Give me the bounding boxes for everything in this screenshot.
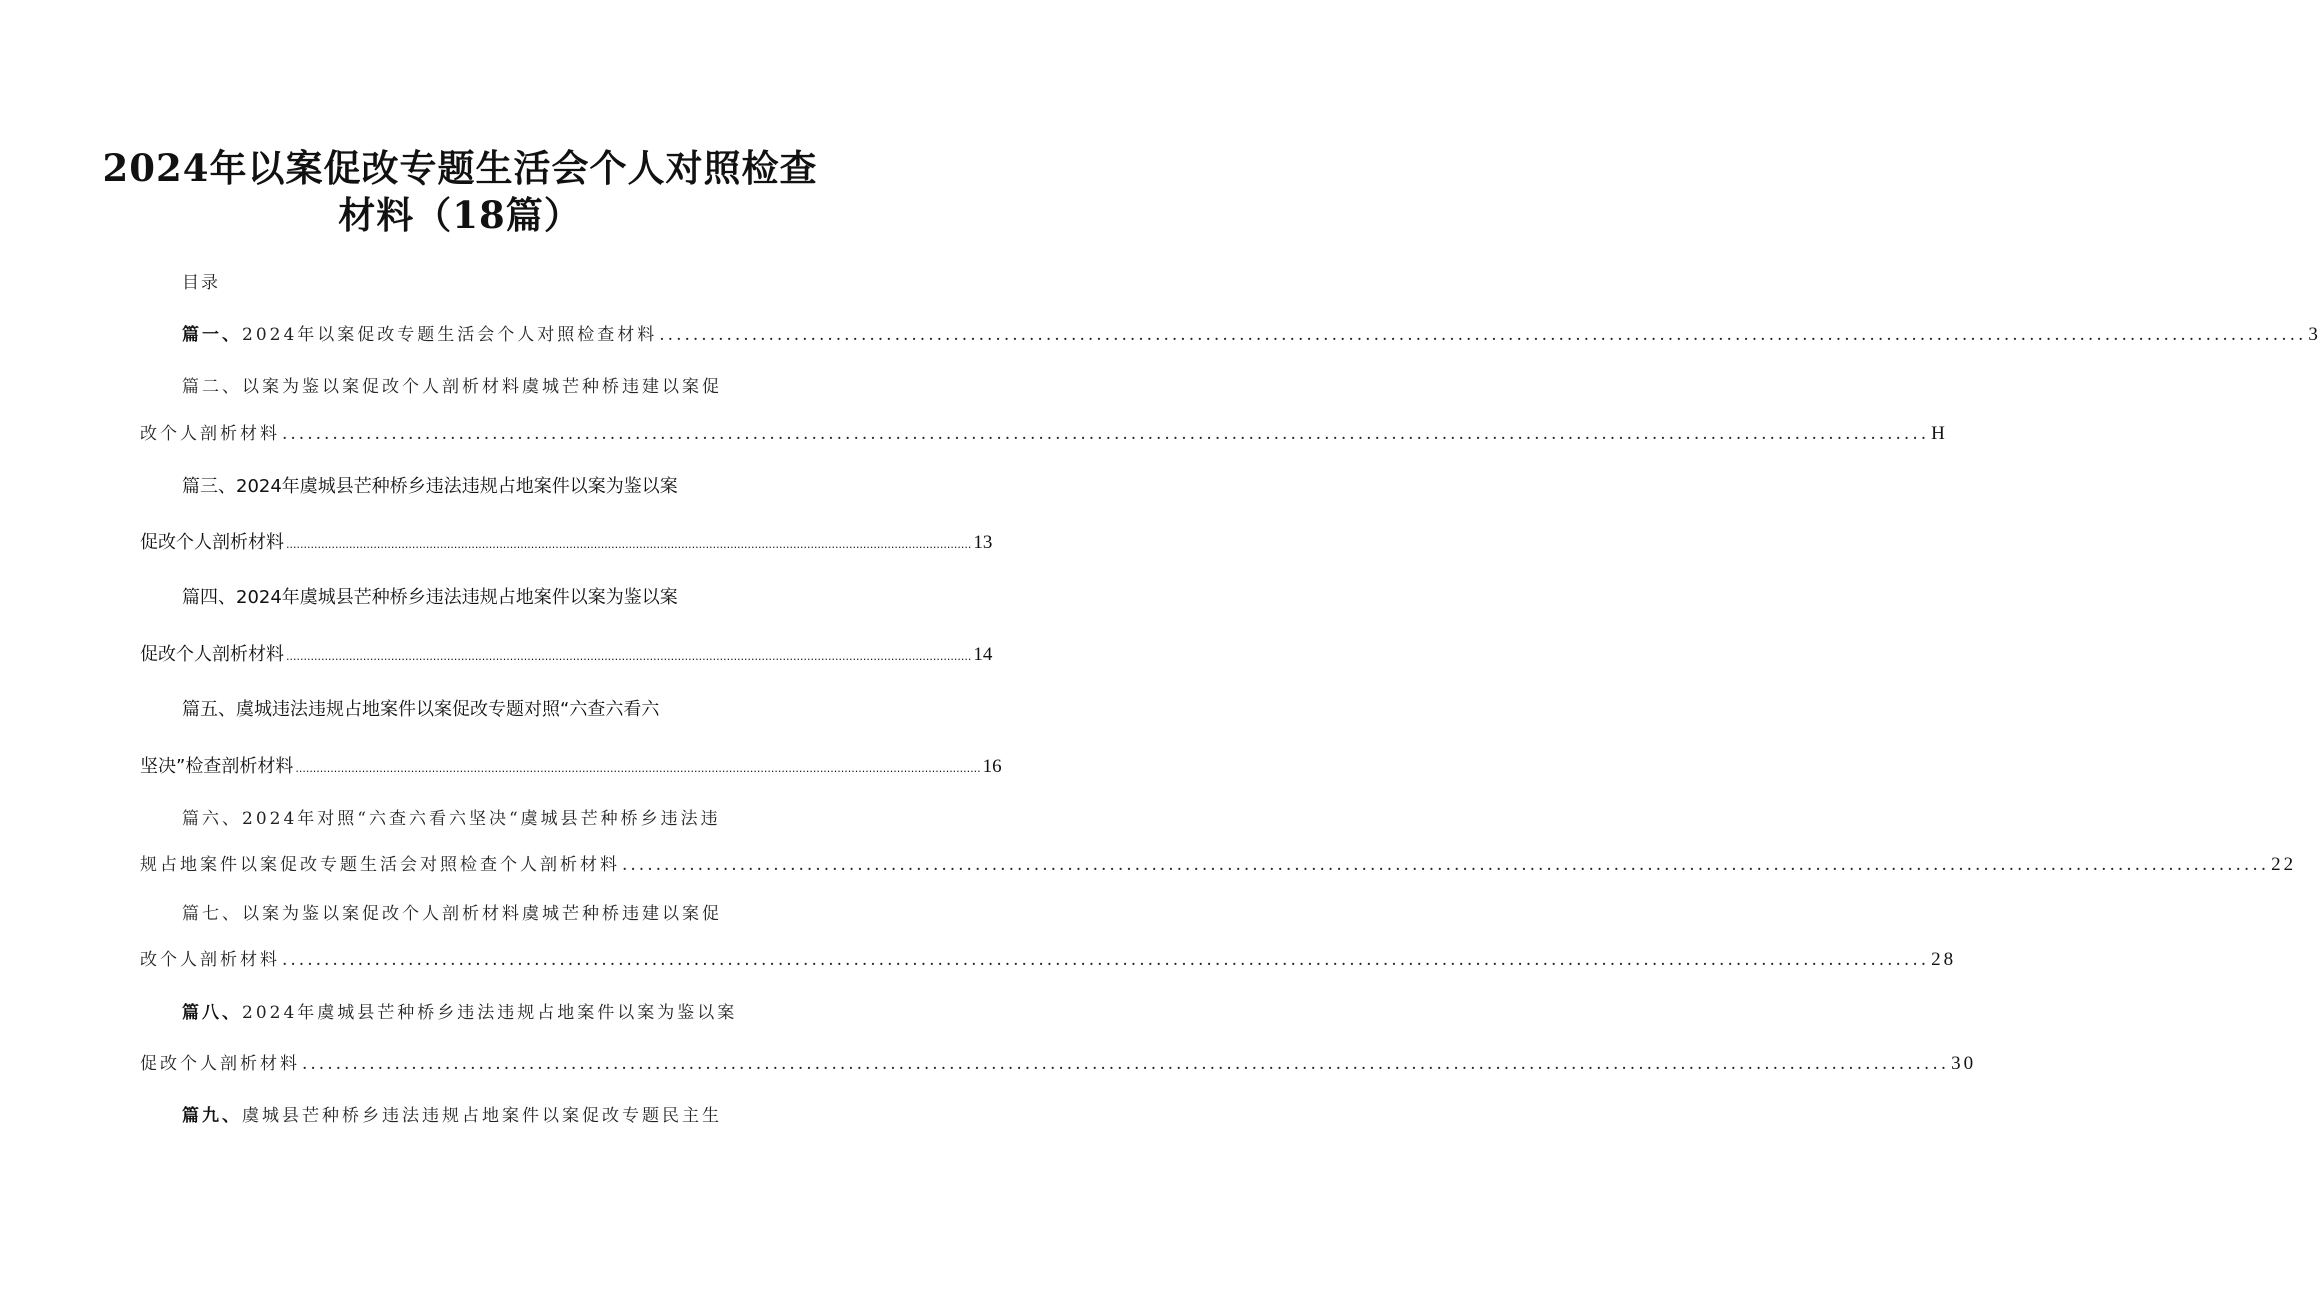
- toc-entry-prefix: 篇七、: [182, 904, 242, 924]
- document-title-line-2: 材料（18篇）: [338, 193, 582, 237]
- toc-entry-text: 以案为鉴以案促改个人剖析材料虞城芒种桥违建以案促: [242, 904, 722, 924]
- toc-entry-9-line-1[interactable]: [182, 1101, 772, 1131]
- toc-entry-prefix: 篇三、: [182, 476, 236, 497]
- toc-heading: 目录: [182, 273, 220, 293]
- toc-page-number: 28: [1931, 949, 1957, 970]
- toc-page-number: 14: [973, 644, 993, 665]
- toc-entry-text: 虞城县芒种桥乡违法违规占地案件以案促改专题民主生: [242, 1106, 722, 1126]
- toc-entry-8-line-2[interactable]: [140, 1049, 1977, 1079]
- toc-entry-text: 虞城违法违规占地案件以案促改专题对照“六查六看六: [236, 699, 660, 720]
- toc-entry-5-line-2[interactable]: [140, 752, 1002, 782]
- toc-entry-text: 2024年虞城县芒种桥乡违法违规占地案件以案为鉴以案: [236, 587, 678, 608]
- toc-entry-2-line-1[interactable]: [182, 372, 772, 402]
- toc-entry-6-line-1[interactable]: [182, 804, 772, 834]
- toc-page-number: 3: [2308, 324, 2321, 345]
- toc-entry-8-line-1[interactable]: [182, 998, 772, 1028]
- toc-entry-5-line-1[interactable]: [182, 695, 772, 725]
- toc-entry-1[interactable]: [182, 320, 2321, 350]
- document-title-line-1: 2024年以案促改专题生活会个人对照检查: [102, 146, 818, 190]
- toc-entry-text: 2024年虞城县芒种桥乡违法违规占地案件以案为鉴以案: [236, 476, 678, 497]
- toc-page-number: 16: [982, 756, 1002, 777]
- toc-entry-4-line-2[interactable]: [140, 640, 993, 670]
- toc-leader-dots: ....................................................................................................................................................................................................: [282, 424, 1930, 444]
- toc-entry-prefix: 篇二、: [182, 377, 242, 397]
- toc-page-number: 22: [2271, 854, 2297, 875]
- toc-leader-dots: ....................................................................................................................................................................................................: [286, 650, 972, 663]
- toc-entry-text: 2024年以案促改专题生活会个人对照检查材料: [242, 325, 658, 345]
- toc-entry-prefix: 篇四、: [182, 587, 236, 608]
- toc-entry-text: 以案为鉴以案促改个人剖析材料虞城芒种桥违建以案促: [242, 377, 722, 397]
- toc-entry-prefix: 篇五、: [182, 699, 236, 720]
- toc-entry-6-line-2[interactable]: [140, 850, 2297, 880]
- toc-entry-text: 2024年对照“六查六看六坚决“虞城县芒种桥乡违法违: [242, 809, 721, 829]
- toc-entry-7-line-1[interactable]: [182, 899, 772, 929]
- toc-entry-text: 促改个人剖析材料: [140, 532, 284, 553]
- toc-entry-prefix: 篇八、: [182, 1003, 242, 1023]
- toc-entry-text: 改个人剖析材料: [140, 950, 280, 970]
- toc-leader-dots: ....................................................................................................................................................................................................: [286, 538, 972, 551]
- toc-page-number: 30: [1951, 1053, 1977, 1074]
- toc-page-number: 13: [973, 532, 993, 553]
- toc-entry-text: 促改个人剖析材料: [140, 644, 284, 665]
- toc-leader-dots: ....................................................................................................................................................................................................: [282, 950, 1930, 970]
- toc-page-number: H: [1931, 423, 1948, 444]
- toc-entry-prefix: 篇九、: [182, 1106, 242, 1126]
- toc-entry-text: 改个人剖析材料: [140, 424, 280, 444]
- toc-entry-3-line-2[interactable]: [140, 528, 993, 558]
- toc-entry-7-line-2[interactable]: [140, 945, 1957, 975]
- toc-entry-2-line-2[interactable]: [140, 419, 1948, 449]
- toc-entry-text: 促改个人剖析材料: [140, 1054, 300, 1074]
- toc-entry-text: 2024年虞城县芒种桥乡违法违规占地案件以案为鉴以案: [242, 1003, 738, 1023]
- toc-entry-prefix: 篇六、: [182, 809, 242, 829]
- toc-entry-text: 坚决”检查剖析材料: [140, 756, 294, 777]
- toc-entry-prefix: 篇一、: [182, 325, 242, 345]
- toc-entry-text: 规占地案件以案促改专题生活会对照检查个人剖析材料: [140, 855, 620, 875]
- toc-entry-4-line-1[interactable]: [182, 583, 772, 613]
- toc-entry-3-line-1[interactable]: [182, 472, 772, 502]
- toc-leader-dots: ....................................................................................................................................................................................................: [622, 855, 2270, 875]
- toc-leader-dots: ....................................................................................................................................................................................................: [659, 325, 2307, 345]
- toc-leader-dots: ....................................................................................................................................................................................................: [295, 762, 981, 775]
- toc-leader-dots: ....................................................................................................................................................................................................: [302, 1054, 1950, 1074]
